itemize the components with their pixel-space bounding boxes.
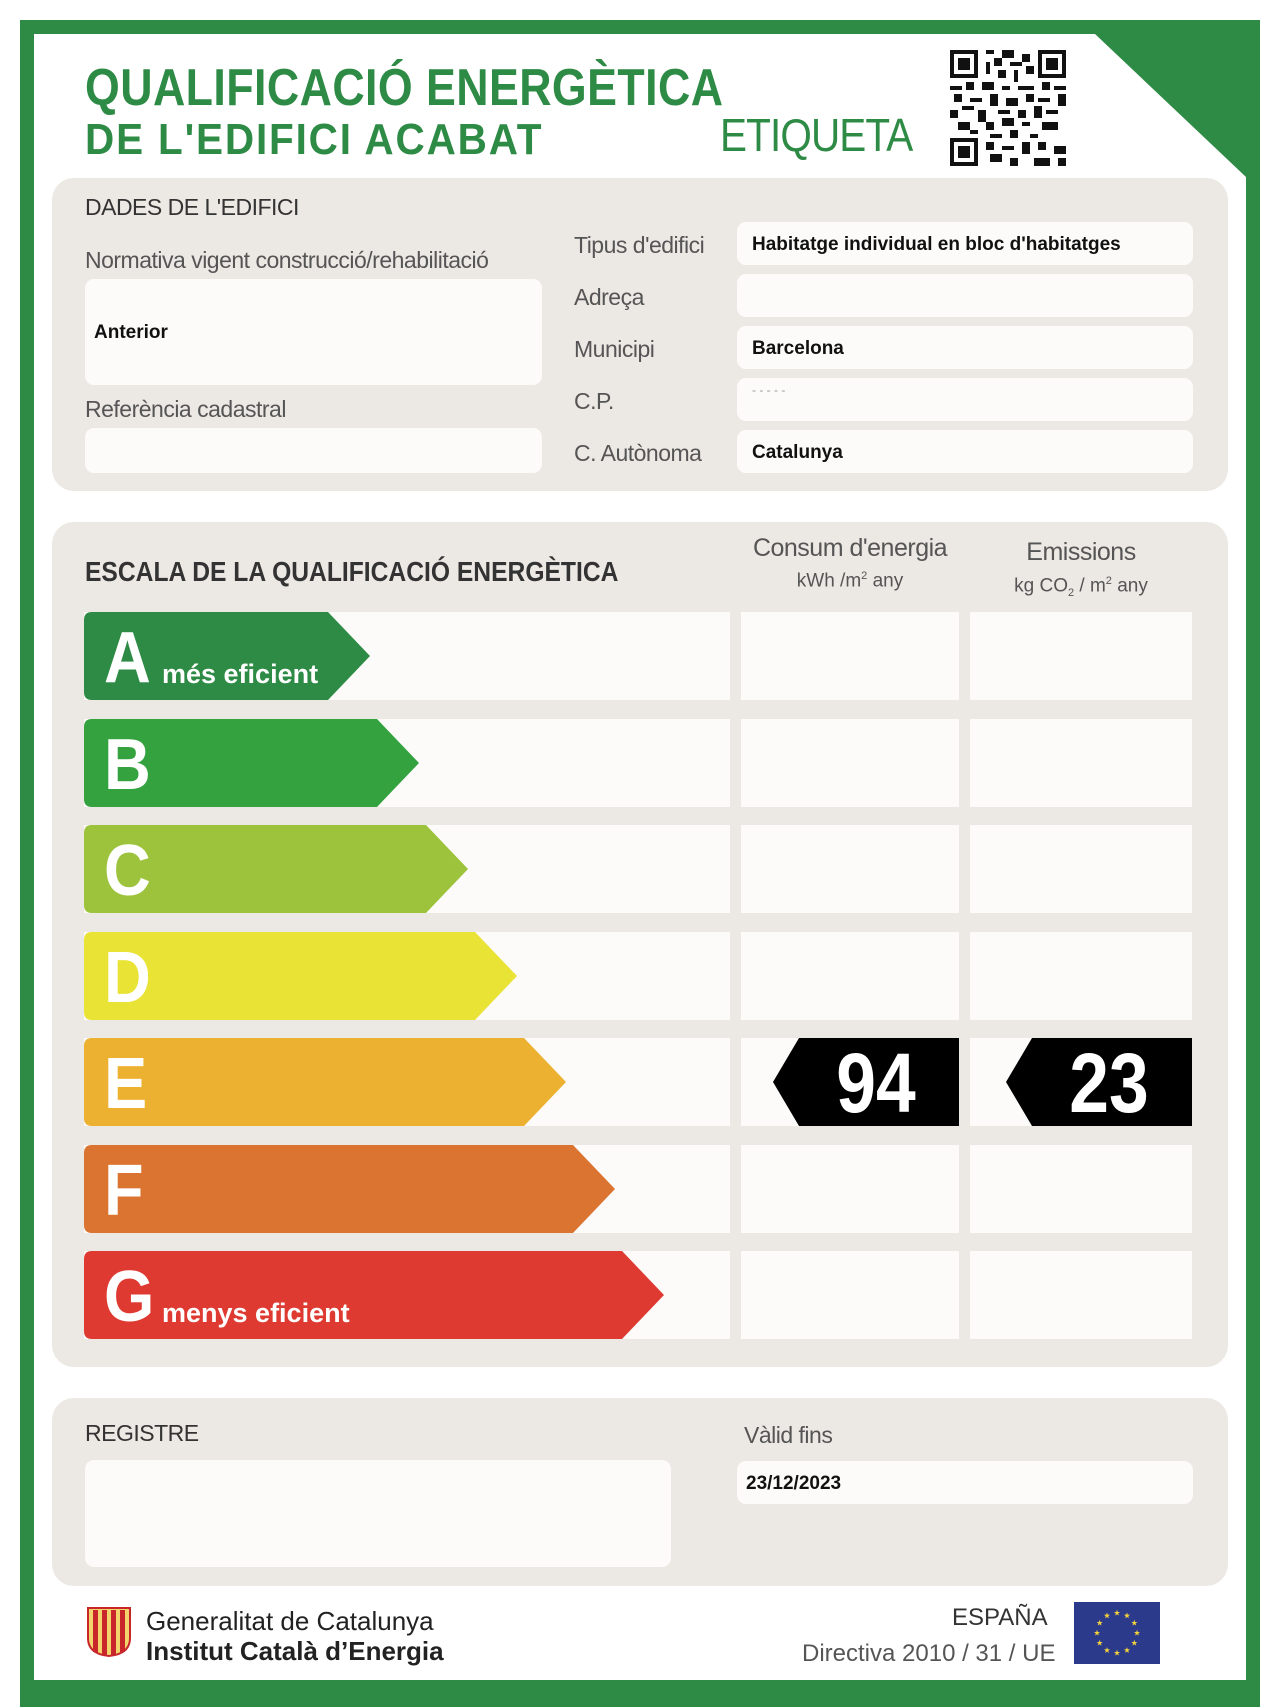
emissions-unit-a: kg CO [1014, 575, 1068, 597]
rating-sublabel: més eficient [162, 659, 319, 689]
registre-field [85, 1460, 671, 1567]
emissions-cell [970, 1251, 1192, 1339]
tipus-label: Tipus d'edifici [574, 232, 705, 258]
rating-letter-b: B [104, 725, 151, 805]
rating-arrow-f [84, 1145, 615, 1233]
eu-flag-icon [1074, 1602, 1160, 1664]
adreca-field [737, 274, 1193, 317]
adreca-label: Adreça [574, 284, 644, 310]
consum-cell [741, 1251, 959, 1339]
valid-label: Vàlid fins [744, 1422, 833, 1448]
emissions-cell [970, 1145, 1192, 1233]
valid-value: 23/12/2023 [746, 1473, 842, 1494]
emissions-unit-sup: 2 [1105, 575, 1112, 587]
emissions-header-text: Emissions [1026, 538, 1136, 566]
registre-label: REGISTRE [85, 1420, 199, 1446]
title-line2: DE L'EDIFICI ACABAT [85, 115, 544, 164]
normativa-value: Anterior [94, 322, 168, 343]
rating-arrow-e [84, 1038, 566, 1126]
consum-unit-sup: 2 [861, 570, 868, 582]
municipi-label: Municipi [574, 336, 655, 362]
rating-letter-e: E [104, 1044, 148, 1124]
directive-label: Directiva 2010 / 31 / UE [802, 1640, 1056, 1667]
emissions-cell [970, 719, 1192, 807]
rating-letter-a: A [104, 618, 151, 698]
emissions-unit-b: / m [1074, 575, 1106, 597]
generalitat-logo-icon [86, 1606, 132, 1658]
consum-cell [741, 612, 959, 700]
org-line1: Generalitat de Catalunya [146, 1606, 434, 1636]
emissions-unit-sub: 2 [1068, 587, 1075, 600]
building-section-title: DADES DE L'EDIFICI [85, 194, 299, 220]
consum-cell [741, 719, 959, 807]
scale-title: ESCALA DE LA QUALIFICACIÓ ENERGÈTICA [85, 556, 619, 587]
autonoma-label: C. Autònoma [574, 440, 702, 466]
emissions-cell [970, 932, 1192, 1020]
consum-unit-a: kWh /m [796, 570, 862, 592]
normativa-label: Normativa vigent construcció/rehabilitació [85, 247, 489, 273]
rating-letter-g: G [104, 1257, 155, 1337]
rating-letter-f: F [104, 1151, 144, 1231]
consum-header-text: Consum d'energia [752, 534, 948, 562]
org-line2: Institut Català d’Energia [146, 1636, 444, 1666]
cp-value: - - - - - [752, 383, 786, 397]
rating-letter-d: D [104, 938, 151, 1018]
rating-letter-c: C [104, 831, 151, 911]
qr-code-icon [950, 50, 1066, 166]
consum-cell [741, 1145, 959, 1233]
consum-unit-b: any [867, 570, 904, 592]
consum-cell [741, 825, 959, 913]
referencia-field [85, 428, 542, 473]
tipus-value: Habitatge individual en bloc d'habitatges [752, 234, 1121, 255]
emissions-unit [970, 576, 1192, 599]
cp-label: C.P. [574, 388, 614, 414]
municipi-value: Barcelona [752, 338, 844, 359]
emissions-cell [970, 825, 1192, 913]
autonoma-value: Catalunya [752, 442, 843, 463]
emissions-cell [970, 612, 1192, 700]
corner-triangle [1095, 34, 1246, 177]
bottom-band [20, 1680, 1260, 1707]
emissions-unit-c: any [1111, 575, 1148, 597]
consum-unit [741, 571, 959, 590]
etiqueta-label: ETIQUETA [720, 109, 913, 161]
rating-sublabel: menys eficient [162, 1298, 350, 1328]
consum-cell [741, 932, 959, 1020]
emissions-header [970, 540, 1192, 565]
consum-header [741, 536, 959, 561]
country-label: ESPAÑA [952, 1604, 1048, 1631]
emissions-value: 23 [1069, 1036, 1149, 1130]
referencia-label: Referència cadastral [85, 396, 286, 422]
cp-field [737, 378, 1193, 421]
title-line1: QUALIFICACIÓ ENERGÈTICA [85, 59, 724, 117]
consum-value: 94 [836, 1036, 916, 1130]
